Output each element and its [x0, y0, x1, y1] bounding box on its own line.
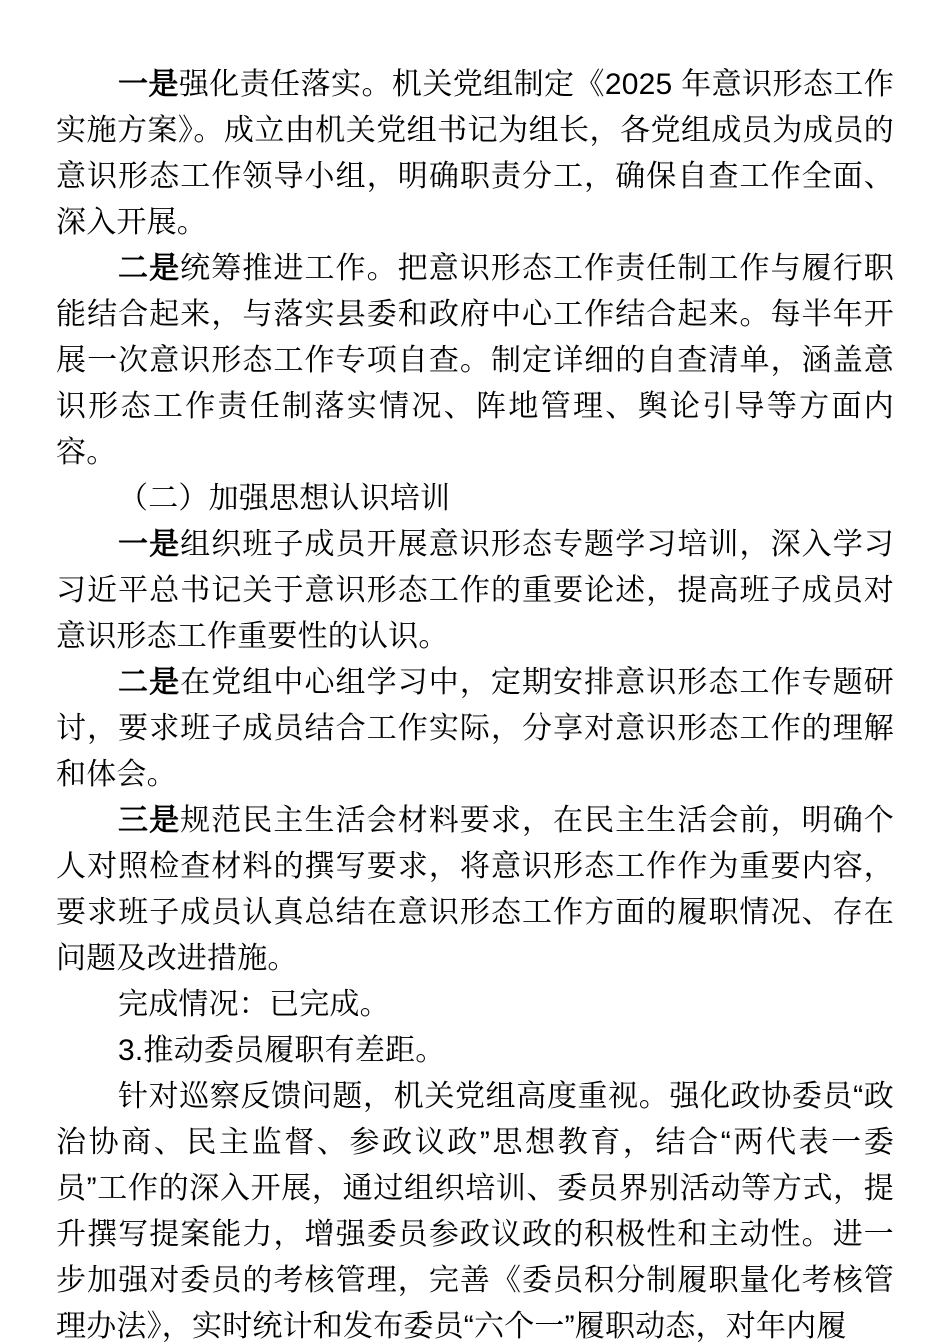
paragraph-yishi-qianghua — [56, 62, 894, 246]
completion-status-text: 完成情况：已完成。 — [118, 988, 390, 1021]
document-body — [56, 62, 894, 1344]
paragraph-text: 强化责任落实。机关党组制定《2025 年意识形态工作实施方案》。成立由机关党组书记为组长，各党组成员为成员的意识形态工作领导小组，明确职责分工，确保自查工作全面、深入开展。 — [56, 68, 894, 239]
paragraph-sanshi-guifan — [56, 798, 894, 982]
section-heading-text: （二）加强思想认识培训 — [118, 482, 451, 515]
section-heading-er — [56, 476, 894, 522]
list-item-3-text: 3.推动委员履职有差距。 — [118, 1034, 446, 1067]
paragraph-text: 在党组中心组学习中，定期安排意识形态工作专题研讨，要求班子成员结合工作实际，分享对意识形态工作的理解和体会。 — [56, 666, 894, 791]
paragraph-text: 统筹推进工作。把意识形态工作责任制工作与履行职能结合起来，与落实县委和政府中心工作结合起来。每半年开展一次意识形态工作专项自查。制定详细的自查清单，涵盖意识形态工作责任制落实情况、阵地管理、舆论引导等方面内容。 — [56, 252, 894, 469]
paragraph-ershi-dangzu — [56, 660, 894, 798]
paragraph-text: 针对巡察反馈问题，机关党组高度重视。强化政协委员“政治协商、民主监督、参政议政”思想教育，结合“两代表一委员”工作的深入开展，通过组织培训、委员界别活动等方式，提升撰写提案能力，增强委员参政议政的积极性和主动性。进一步加强对委员的考核管理，完善《委员积分制履职量化考核管理办法》，实时统计和发布委员“六个一”履职动态，对年内履 — [56, 1080, 894, 1343]
paragraph-yishi-zuzhi — [56, 522, 894, 660]
list-item-3-heading — [56, 1028, 894, 1074]
paragraph-lead-marker: 二是 — [118, 666, 181, 699]
paragraph-lead-marker: 一是 — [118, 68, 179, 101]
paragraph-lead-marker: 一是 — [118, 528, 181, 561]
paragraph-lead-marker: 三是 — [118, 804, 181, 837]
paragraph-zhendui-xuncha — [56, 1074, 894, 1344]
paragraph-text: 组织班子成员开展意识形态专题学习培训，深入学习习近平总书记关于意识形态工作的重要论述，提高班子成员对意识形态工作重要性的认识。 — [56, 528, 894, 653]
paragraph-ershi-tongchou — [56, 246, 894, 476]
paragraph-text: 规范民主生活会材料要求，在民主生活会前，明确个人对照检查材料的撰写要求，将意识形态工作作为重要内容，要求班子成员认真总结在意识形态工作方面的履职情况、存在问题及改进措施。 — [56, 804, 894, 975]
paragraph-lead-marker: 二是 — [118, 252, 181, 285]
paragraph-completion-status — [56, 982, 894, 1028]
